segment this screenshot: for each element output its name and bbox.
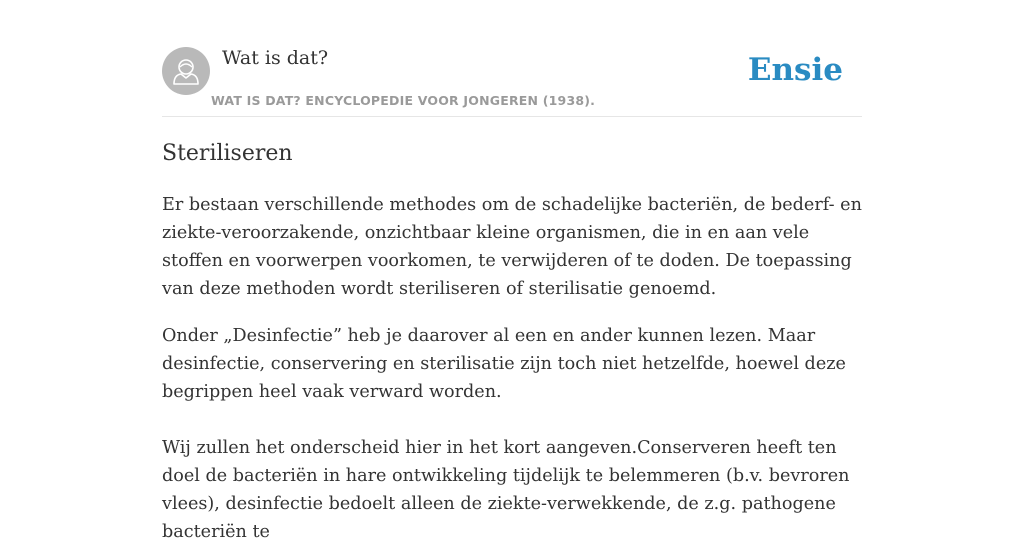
- article-paragraph: Wij zullen het onderscheid hier in het kort aangeven.Conserveren heeft ten doel de bacteriën in hare ontwikkeling tijdelijk te belemmeren (b.v. bevroren vlees), desinfectie bedoelt alleen de ziekte-verwekkende, de z.g. pathogene bacteriën te: [162, 438, 850, 542]
- user-avatar-icon[interactable]: [162, 47, 210, 95]
- person-icon: [162, 47, 210, 95]
- source-subtitle[interactable]: WAT IS DAT? ENCYCLOPEDIE VOOR JONGEREN (1938).: [211, 93, 596, 108]
- source-title[interactable]: Wat is dat?: [222, 47, 329, 69]
- article-paragraph: Onder „Desinfectie” heb je daarover al een en ander kunnen lezen. Maar desinfectie, conservering en sterilisatie zijn toch niet hetzelfde, hoewel deze begrippen heel vaak verward worden.: [162, 326, 846, 402]
- article-paragraph: Er bestaan verschillende methodes om de schadelijke bacteriën, de bederf- en ziekte-veroorzakende, onzichtbaar kleine organismen, die in en aan vele stoffen en voorwerpen voorkomen, te verwijderen of te doden. De toepassing van deze methoden wordt steriliseren of sterilisatie genoemd.: [162, 195, 862, 299]
- article-title: Steriliseren: [162, 141, 293, 166]
- article: [162, 138, 862, 546]
- source-header: [162, 46, 862, 117]
- ensie-logo[interactable]: Ensie: [747, 52, 843, 88]
